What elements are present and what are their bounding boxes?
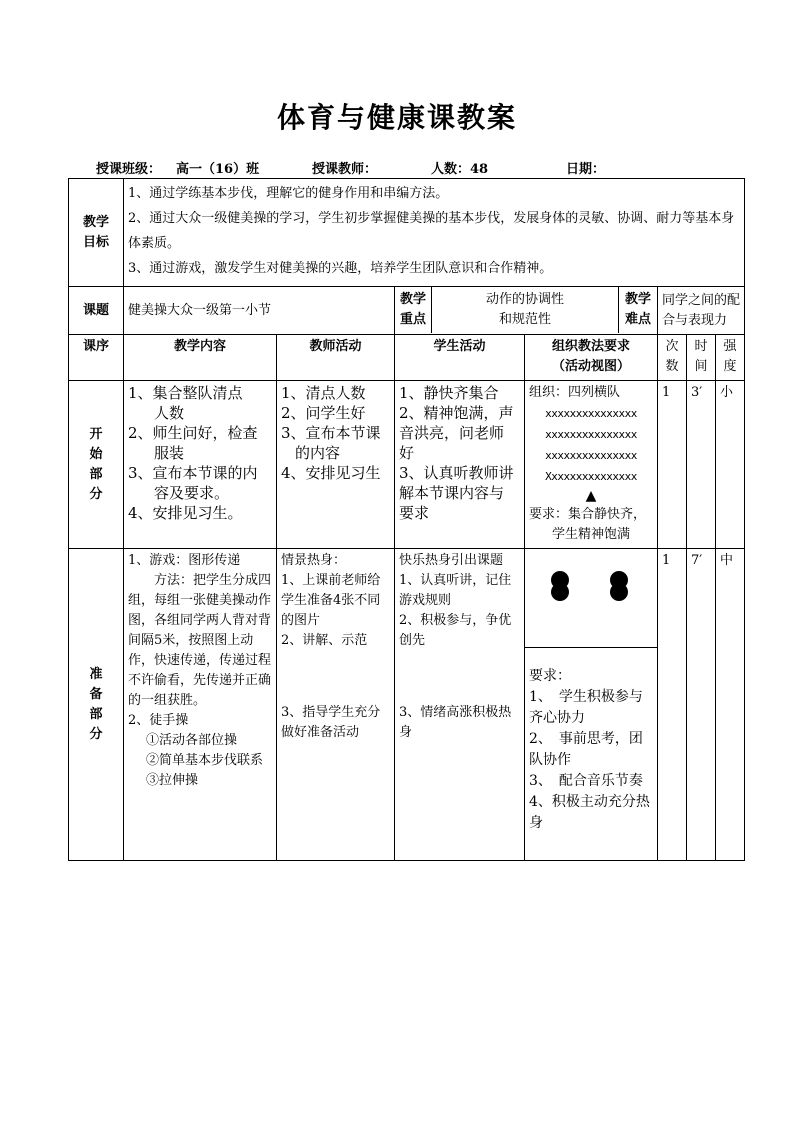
prep-section-label	[69, 549, 124, 861]
start-teacher-line: 4、安排见习生	[281, 464, 381, 482]
header-times-line: 次	[665, 339, 679, 354]
prep-student-line: 快乐热身引出课题	[399, 553, 504, 568]
topic-value: 健美操大众一级第一小节	[124, 287, 395, 335]
column-header-row	[69, 335, 745, 381]
start-student-line: 1、静快齐集合	[399, 384, 499, 402]
header-times-line: 数	[665, 359, 679, 374]
start-student-line: 解本节课内容与	[399, 484, 505, 502]
start-teacher-line: 3、宣布本节课	[281, 424, 381, 442]
header-organization-line: （活动视图）	[551, 359, 630, 374]
goals-label	[69, 179, 124, 287]
prep-content-line: 1、游戏：图形传递	[128, 553, 241, 568]
header-duration-line: 时	[694, 339, 708, 354]
prep-label-char: 分	[89, 726, 103, 742]
goals-label-line: 教学	[82, 214, 109, 230]
class-label: 授课班级：	[96, 162, 162, 177]
prep-teacher-line: 2、讲解、示范	[281, 633, 368, 648]
start-student-line: 2、精神饱满，声	[399, 404, 514, 422]
difficulty-label-line: 教学	[624, 292, 651, 307]
start-duration: 3′	[687, 381, 716, 549]
prep-label-char: 备	[89, 686, 103, 702]
prep-label-char: 部	[89, 706, 103, 722]
formation-row: Xxxxxxxxxxxxxxx	[545, 470, 637, 483]
header-order: 课序	[69, 335, 124, 381]
start-content-line: 1、集合整队清点	[128, 384, 243, 402]
start-student-line: 3、认真听教师讲	[399, 464, 514, 482]
header-intensity	[716, 335, 745, 381]
goals-row	[69, 179, 745, 287]
start-intensity: 小	[716, 381, 745, 549]
date-label: 日期：	[566, 162, 606, 177]
start-content	[124, 381, 277, 549]
prep-content-line: ①活动各部位操	[146, 733, 238, 748]
goals-content	[124, 179, 745, 287]
difficulty-value: 同学之间的配合与表现力	[658, 287, 745, 335]
header-times	[658, 335, 687, 381]
header-intensity-line: 强	[723, 339, 737, 354]
goal-item: 3、通过游戏，激发学生对健美操的兴趣，培养学生团队意识和合作精神。	[128, 261, 553, 276]
key-point-value	[432, 287, 619, 333]
prep-requirement-line: 3、 配合音乐节奏	[529, 773, 643, 789]
header-organization	[525, 335, 658, 381]
key-point-value-line: 和规范性	[498, 312, 551, 327]
start-requirement-line: 要求：集合静快齐，	[529, 507, 647, 522]
difficulty-label	[619, 287, 658, 333]
start-label-char: 部	[89, 466, 103, 482]
prep-section-row	[69, 549, 745, 861]
lesson-plan-table	[68, 178, 745, 861]
student-count: 人数：48	[431, 162, 489, 177]
formation-row: xxxxxxxxxxxxxxx	[545, 428, 637, 441]
start-student-line: 要求	[399, 504, 430, 522]
start-content-line: 3、宣布本节课的内	[128, 464, 258, 482]
organization-divider	[525, 647, 657, 648]
start-label-char: 始	[89, 446, 103, 462]
start-teacher-line: 的内容	[295, 444, 341, 462]
topic-keys	[395, 287, 658, 335]
topic-row	[69, 287, 745, 335]
start-teacher-line: 2、问学生好	[281, 404, 366, 422]
prep-requirements	[529, 666, 653, 834]
prep-intensity: 中	[716, 549, 745, 861]
start-content-line: 人数	[154, 404, 185, 422]
prep-content-line: ③拉伸操	[146, 773, 199, 788]
prep-content-line: ②简单基本步伐联系	[146, 753, 264, 768]
prep-teacher	[277, 549, 395, 861]
key-point-value-line: 动作的协调性	[485, 292, 564, 307]
group-dots-right	[610, 571, 628, 601]
start-organization	[525, 381, 658, 549]
topic-label: 课题	[69, 287, 124, 335]
header-teacher: 教师活动	[277, 335, 395, 381]
prep-teacher-line: 情景热身：	[281, 553, 347, 568]
prep-content-line: 方法：把学生分成四组，每组一张健美操动作图，各组同学两人背对背间隔5米，按照图上动作，快速传递，传递过程不许偷看，先传递并正确的一组获胜。	[128, 573, 272, 708]
header-organization-line: 组织教法要求	[551, 339, 630, 354]
goals-label-line: 目标	[82, 234, 109, 250]
teacher-position-marker: ▲	[585, 488, 597, 504]
start-content-line: 2、师生问好，检查	[128, 424, 258, 442]
start-section-label	[69, 381, 124, 549]
start-student-line: 好	[399, 444, 415, 462]
prep-requirement-line: 要求：	[529, 668, 571, 684]
start-requirement-line: 学生精神饱满	[551, 527, 630, 542]
start-content-line: 服装	[154, 444, 185, 462]
goal-item: 2、通过大众一级健美操的学习，学生初步掌握健美操的基本步伐，发展身体的灵敏、协调、耐力等基本身体素质。	[128, 211, 735, 251]
topic-keys-inner	[395, 287, 657, 333]
class-value: 高一（16）班	[176, 162, 260, 177]
difficulty-label-line: 难点	[624, 312, 651, 327]
key-point-label-line: 教学	[399, 292, 426, 307]
prep-student-line: 1、认真听讲，记住游戏规则	[399, 573, 512, 608]
header-content: 教学内容	[124, 335, 277, 381]
start-teacher-line: 1、清点人数	[281, 384, 366, 402]
group-dots-left	[551, 571, 569, 601]
key-point-label	[395, 287, 432, 333]
start-section-row	[69, 381, 745, 549]
prep-requirement-line: 4、积极主动充分热身	[529, 794, 650, 831]
header-duration	[687, 335, 716, 381]
header-student: 学生活动	[395, 335, 525, 381]
start-label-char: 分	[89, 486, 103, 502]
start-student-line: 音洪亮，问老师	[399, 424, 505, 442]
formation-grid	[529, 403, 653, 487]
group-formation-diagram	[529, 551, 653, 647]
prep-teacher-line: 3、指导学生充分做好准备活动	[281, 705, 381, 740]
key-point-label-line: 重点	[399, 312, 426, 327]
page-title: 体育与健康课教案	[276, 101, 517, 134]
formation-title: 组织：四列横队	[529, 385, 621, 400]
teacher-label: 授课教师：	[312, 162, 378, 177]
prep-requirement-line: 1、 学生积极参与齐心协力	[529, 689, 643, 726]
start-content-line: 4、安排见习生。	[128, 504, 243, 522]
prep-student-line: 2、积极参与，争优创先	[399, 613, 512, 648]
start-student	[395, 381, 525, 549]
start-content-line: 容及要求。	[154, 484, 230, 502]
prep-content-line: 2、徒手操	[128, 713, 189, 728]
prep-duration: 7′	[687, 549, 716, 861]
formation-row: xxxxxxxxxxxxxxx	[545, 407, 637, 420]
prep-content	[124, 549, 277, 861]
formation-row: xxxxxxxxxxxxxxx	[545, 449, 637, 462]
prep-student-line: 3、情绪高涨积极热身	[399, 705, 512, 740]
prep-teacher-line: 1、上课前老师给学生准备4张不同的图片	[281, 573, 381, 628]
header-duration-line: 间	[694, 359, 708, 374]
goal-item: 1、通过学练基本步伐，理解它的健身作用和串编方法。	[128, 186, 449, 201]
start-times: 1	[658, 381, 687, 549]
prep-requirement-line: 2、 事前思考，团队协作	[529, 731, 643, 768]
start-label-char: 开	[89, 426, 103, 442]
header-intensity-line: 度	[723, 359, 737, 374]
prep-student	[395, 549, 525, 861]
prep-organization	[525, 549, 658, 861]
prep-label-char: 准	[89, 666, 103, 682]
prep-times: 1	[658, 549, 687, 861]
start-teacher	[277, 381, 395, 549]
